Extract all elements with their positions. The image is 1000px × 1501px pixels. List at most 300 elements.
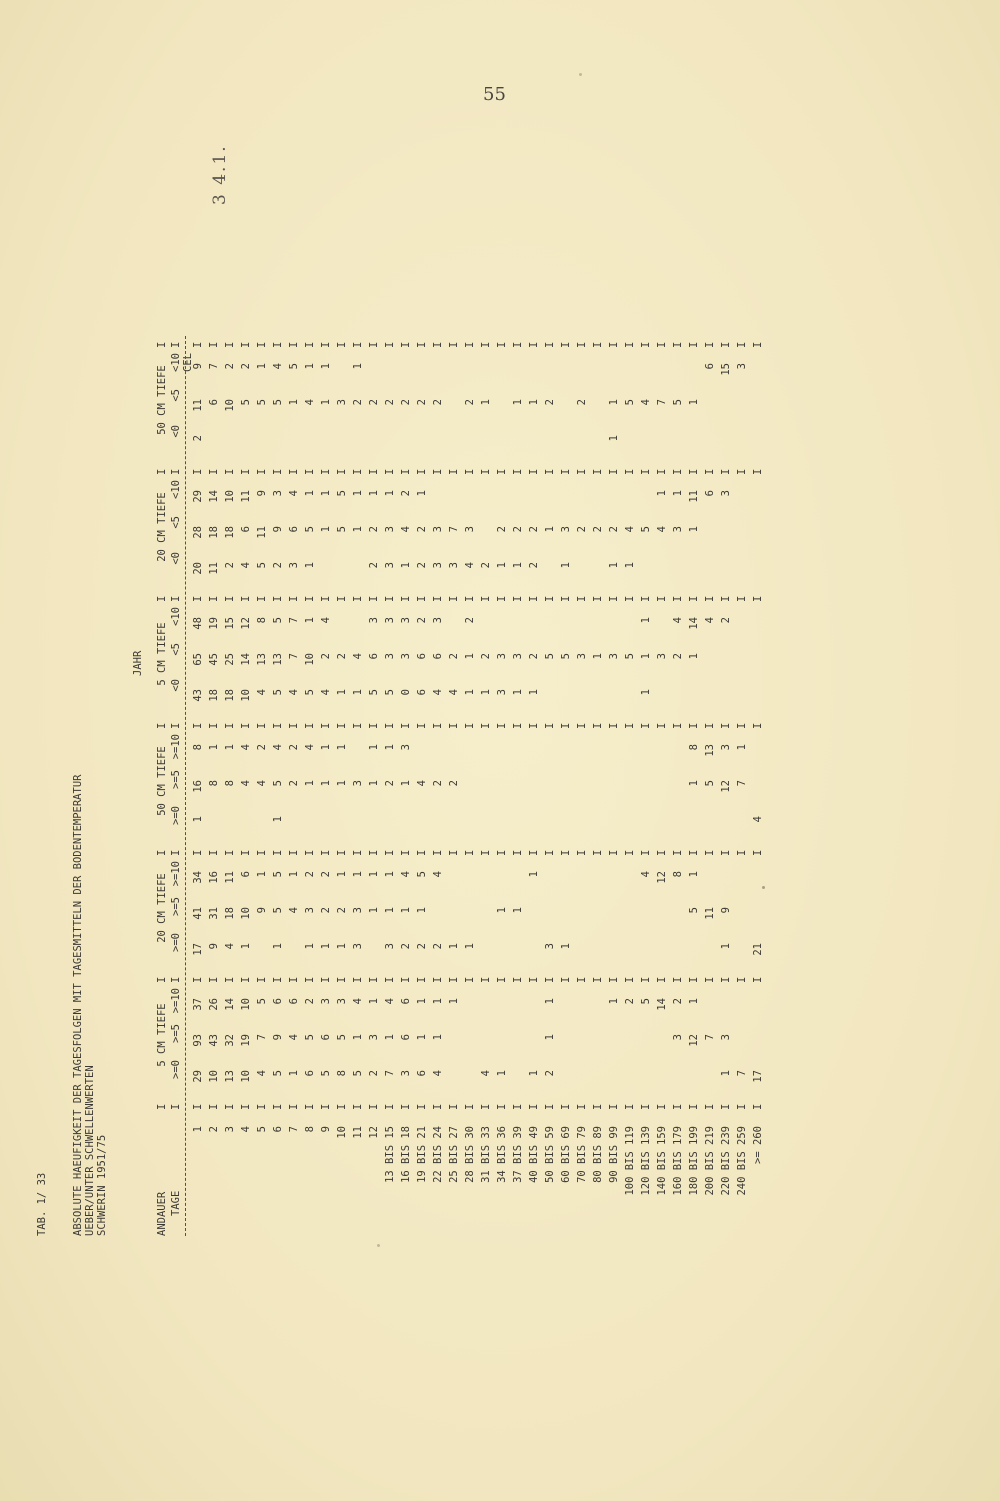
table-cell: 14 xyxy=(656,998,668,1011)
column-separator: I xyxy=(640,849,652,856)
table-cell: 5 xyxy=(640,998,652,1005)
column-separator: I xyxy=(400,468,412,475)
column-separator: I xyxy=(320,1103,332,1110)
table-cell: 3 xyxy=(464,526,476,533)
column-separator: I xyxy=(640,976,652,983)
table-cell: 2 xyxy=(432,943,444,950)
table-cell: 1 xyxy=(368,744,380,751)
column-separator: I xyxy=(384,849,396,856)
column-separator: I xyxy=(544,468,556,475)
column-separator: I xyxy=(224,976,236,983)
table-cell: 6 xyxy=(432,653,444,660)
column-group-label: 5 CM TIEFE xyxy=(156,622,168,686)
table-cell: 10 xyxy=(240,907,252,920)
column-separator: I xyxy=(208,722,220,729)
column-separator: I xyxy=(416,1103,428,1110)
table-cell: 3 xyxy=(400,617,412,624)
table-cell: 31 xyxy=(208,907,220,920)
table-cell: 2 xyxy=(288,744,300,751)
column-separator: I xyxy=(528,341,540,348)
row-tage: 50 BIS 59 xyxy=(544,1126,556,1183)
table-cell: 2 xyxy=(576,526,588,533)
sheet-reference-text: 3 4.1. xyxy=(210,144,230,205)
column-separator: I xyxy=(272,1103,284,1110)
table-cell: 1 xyxy=(592,653,604,660)
column-subheader: >=0 xyxy=(170,933,182,952)
table-cell: 1 xyxy=(320,399,332,406)
table-cell: 13 xyxy=(224,1070,236,1083)
table-cell: 2 xyxy=(544,1070,556,1077)
table-cell: 2 xyxy=(400,399,412,406)
table-cell: 26 xyxy=(208,998,220,1011)
column-separator: I xyxy=(496,468,508,475)
table-cell: 2 xyxy=(224,363,236,370)
table-cell: 3 xyxy=(368,617,380,624)
table-cell: 5 xyxy=(256,998,268,1005)
column-separator: I xyxy=(432,722,444,729)
column-separator: I xyxy=(528,595,540,602)
table-cell: 5 xyxy=(624,399,636,406)
table-cell: 2 xyxy=(368,526,380,533)
column-separator: I xyxy=(608,976,620,983)
table-cell: 2 xyxy=(528,526,540,533)
column-separator: I xyxy=(592,849,604,856)
table-cell: 18 xyxy=(224,526,236,539)
column-separator: I xyxy=(400,341,412,348)
column-separator: I xyxy=(512,849,524,856)
column-separator: I xyxy=(224,468,236,475)
column-separator: I xyxy=(672,341,684,348)
table-cell: 14 xyxy=(688,617,700,630)
table-cell: 3 xyxy=(608,653,620,660)
row-tage: 120 BIS 139 xyxy=(640,1126,652,1196)
column-separator: I xyxy=(288,976,300,983)
column-subheader: <10 CEL xyxy=(170,353,194,372)
column-separator: I xyxy=(320,976,332,983)
table-cell: 1 xyxy=(416,998,428,1005)
table-cell: 1 xyxy=(512,689,524,696)
column-separator: I xyxy=(672,976,684,983)
table-cell: 4 xyxy=(656,526,668,533)
table-cell: 5 xyxy=(336,490,348,497)
column-separator: I xyxy=(544,595,556,602)
column-separator: I xyxy=(608,849,620,856)
table-cell: 6 xyxy=(416,1070,428,1077)
column-separator: I xyxy=(156,468,168,475)
table-cell: 7 xyxy=(288,653,300,660)
table-cell: 6 xyxy=(288,998,300,1005)
column-separator: I xyxy=(592,468,604,475)
column-separator: I xyxy=(288,341,300,348)
table-cell: 18 xyxy=(208,526,220,539)
row-tage: 7 xyxy=(288,1126,300,1133)
column-separator: I xyxy=(752,468,764,475)
table-cell: 3 xyxy=(720,744,732,751)
column-separator: I xyxy=(156,722,168,729)
table-cell: 2 xyxy=(464,617,476,624)
column-separator: I xyxy=(208,468,220,475)
table-cell: 4 xyxy=(256,1070,268,1077)
column-separator: I xyxy=(688,341,700,348)
table-cell: 3 xyxy=(384,943,396,950)
column-separator: I xyxy=(704,468,716,475)
table-cell: 3 xyxy=(288,562,300,569)
column-separator: I xyxy=(384,722,396,729)
table-cell: 4 xyxy=(240,780,252,787)
column-separator: I xyxy=(496,341,508,348)
table-cell: 4 xyxy=(288,907,300,914)
column-separator: I xyxy=(736,1103,748,1110)
table-cell: 5 xyxy=(352,1070,364,1077)
column-separator: I xyxy=(448,341,460,348)
column-separator: I xyxy=(512,1103,524,1110)
table-cell: 1 xyxy=(400,780,412,787)
column-separator: I xyxy=(752,595,764,602)
table-cell: 1 xyxy=(560,943,572,950)
row-tage: 80 BIS 89 xyxy=(592,1126,604,1183)
column-subheader: >=10 xyxy=(170,861,182,887)
table-cell: 9 xyxy=(272,526,284,533)
column-separator: I xyxy=(272,468,284,475)
table-cell: 5 xyxy=(416,871,428,878)
table-cell: 1 xyxy=(640,653,652,660)
column-separator: I xyxy=(256,722,268,729)
table-cell: 5 xyxy=(560,653,572,660)
table-cell: 6 xyxy=(416,653,428,660)
table-cell: 2 xyxy=(368,1070,380,1077)
column-separator: I xyxy=(496,976,508,983)
column-separator: I xyxy=(512,341,524,348)
table-cell: 5 xyxy=(272,617,284,624)
table-cell: 4 xyxy=(640,399,652,406)
table-cell: 3 xyxy=(720,1034,732,1041)
table-cell: 5 xyxy=(272,1070,284,1077)
column-separator: I xyxy=(640,1103,652,1110)
column-group-label: 5 CM TIEFE xyxy=(156,1003,168,1067)
table-cell: 18 xyxy=(224,907,236,920)
table-cell: 4 xyxy=(448,689,460,696)
column-separator: I xyxy=(544,722,556,729)
column-separator: I xyxy=(400,722,412,729)
column-separator: I xyxy=(576,1103,588,1110)
table-cell: 3 xyxy=(336,998,348,1005)
table-cell: 43 xyxy=(208,1034,220,1047)
column-separator: I xyxy=(592,595,604,602)
table-cell: 2 xyxy=(272,562,284,569)
column-separator: I xyxy=(640,468,652,475)
column-separator: I xyxy=(192,341,204,348)
table-cell: 5 xyxy=(624,653,636,660)
column-separator: I xyxy=(256,849,268,856)
column-separator: I xyxy=(304,595,316,602)
table-cell: 14 xyxy=(240,653,252,666)
column-separator: I xyxy=(416,468,428,475)
table-cell: 1 xyxy=(608,435,620,442)
table-cell: 1 xyxy=(288,399,300,406)
column-separator: I xyxy=(320,341,332,348)
column-separator: I xyxy=(640,595,652,602)
row-tage: 70 BIS 79 xyxy=(576,1126,588,1183)
column-separator: I xyxy=(656,595,668,602)
table-cell: 4 xyxy=(288,490,300,497)
column-separator: I xyxy=(240,595,252,602)
table-cell: 1 xyxy=(432,1034,444,1041)
table-cell: 6 xyxy=(400,1034,412,1041)
column-separator: I xyxy=(448,468,460,475)
table-cell: 2 xyxy=(416,943,428,950)
column-separator: I xyxy=(688,976,700,983)
table-cell: 4 xyxy=(464,562,476,569)
table-cell: 1 xyxy=(384,490,396,497)
table-cell: 3 xyxy=(576,653,588,660)
table-cell: 6 xyxy=(240,871,252,878)
table-cell: 4 xyxy=(352,653,364,660)
column-separator: I xyxy=(432,595,444,602)
table-cell: 1 xyxy=(336,871,348,878)
table-cell: 2 xyxy=(528,653,540,660)
table-cell: 5 xyxy=(272,780,284,787)
table-cell: 10 xyxy=(240,689,252,702)
column-separator: I xyxy=(320,595,332,602)
table-cell: 1 xyxy=(368,490,380,497)
column-separator: I xyxy=(170,595,182,602)
row-tage: 9 xyxy=(320,1126,332,1133)
table-cell: 1 xyxy=(304,780,316,787)
column-separator: I xyxy=(416,722,428,729)
title-line-3: SCHWERIN 1951/75 xyxy=(96,1134,108,1236)
column-separator: I xyxy=(672,595,684,602)
column-separator: I xyxy=(368,849,380,856)
table-cell: 43 xyxy=(192,689,204,702)
table-cell: 2 xyxy=(352,399,364,406)
table-cell: 8 xyxy=(336,1070,348,1077)
table-cell: 5 xyxy=(256,399,268,406)
table-cell: 6 xyxy=(304,1070,316,1077)
column-separator: I xyxy=(576,849,588,856)
table-cell: 2 xyxy=(240,363,252,370)
table-cell: 2 xyxy=(496,526,508,533)
table-cell: 1 xyxy=(336,744,348,751)
table-cell: 2 xyxy=(416,562,428,569)
column-separator: I xyxy=(560,595,572,602)
table-cell: 1 xyxy=(464,943,476,950)
column-separator: I xyxy=(720,722,732,729)
column-separator: I xyxy=(656,1103,668,1110)
column-separator: I xyxy=(688,722,700,729)
table-cell: 15 xyxy=(224,617,236,630)
column-separator: I xyxy=(608,341,620,348)
table-cell: 3 xyxy=(336,399,348,406)
header-rule xyxy=(185,336,186,1236)
page-number: 55 xyxy=(483,84,506,105)
column-separator: I xyxy=(240,722,252,729)
column-separator: I xyxy=(464,341,476,348)
column-separator: I xyxy=(480,468,492,475)
table-cell: 4 xyxy=(320,689,332,696)
table-cell: 5 xyxy=(320,1070,332,1077)
table-cell: 7 xyxy=(656,399,668,406)
column-separator: I xyxy=(368,722,380,729)
column-separator: I xyxy=(608,722,620,729)
table-cell: 1 xyxy=(464,653,476,660)
table-cell: 1 xyxy=(512,399,524,406)
column-separator: I xyxy=(624,976,636,983)
column-separator: I xyxy=(496,1103,508,1110)
table-cell: 4 xyxy=(432,1070,444,1077)
table-cell: 10 xyxy=(304,653,316,666)
table-cell: 4 xyxy=(240,562,252,569)
column-separator: I xyxy=(432,468,444,475)
table-cell: 1 xyxy=(480,689,492,696)
table-cell: 1 xyxy=(368,780,380,787)
column-separator: I xyxy=(688,595,700,602)
table-cell: 7 xyxy=(448,526,460,533)
column-separator: I xyxy=(272,849,284,856)
table-cell: 9 xyxy=(272,1034,284,1041)
column-separator: I xyxy=(400,849,412,856)
table-cell: 1 xyxy=(320,526,332,533)
table-cell: 15 xyxy=(720,363,732,376)
table-cell: 4 xyxy=(272,744,284,751)
table-cell: 4 xyxy=(624,526,636,533)
column-subheader: <0 xyxy=(170,679,182,692)
table-cell: 4 xyxy=(432,871,444,878)
table-cell: 1 xyxy=(272,816,284,823)
table-cell: 3 xyxy=(736,363,748,370)
table-cell: 7 xyxy=(256,1034,268,1041)
column-separator: I xyxy=(256,1103,268,1110)
row-tage: 90 BIS 99 xyxy=(608,1126,620,1183)
table-cell: 5 xyxy=(336,1034,348,1041)
table-cell: 6 xyxy=(416,689,428,696)
column-separator: I xyxy=(448,1103,460,1110)
table-cell: 1 xyxy=(448,998,460,1005)
column-separator: I xyxy=(208,849,220,856)
table-cell: 5 xyxy=(272,871,284,878)
column-separator: I xyxy=(192,722,204,729)
table-cell: 11 xyxy=(256,526,268,539)
table-cell: 3 xyxy=(352,780,364,787)
table-cell: 4 xyxy=(480,1070,492,1077)
table-cell: 2 xyxy=(480,562,492,569)
column-separator: I xyxy=(156,849,168,856)
table-cell: 14 xyxy=(208,490,220,503)
paper-speck xyxy=(579,73,582,76)
table-cell: 4 xyxy=(400,526,412,533)
table-cell: 1 xyxy=(496,907,508,914)
row-tage: >= 260 xyxy=(752,1126,764,1164)
column-separator: I xyxy=(640,722,652,729)
table-cell: 11 xyxy=(688,490,700,503)
column-separator: I xyxy=(656,849,668,856)
column-separator: I xyxy=(192,468,204,475)
table-cell: 4 xyxy=(304,744,316,751)
table-cell: 1 xyxy=(688,526,700,533)
table-cell: 11 xyxy=(240,490,252,503)
column-separator: I xyxy=(672,468,684,475)
table-cell: 3 xyxy=(656,653,668,660)
table-cell: 1 xyxy=(688,780,700,787)
column-separator: I xyxy=(304,1103,316,1110)
column-separator: I xyxy=(368,468,380,475)
column-separator: I xyxy=(624,468,636,475)
table-cell: 16 xyxy=(192,780,204,793)
column-separator: I xyxy=(704,976,716,983)
table-cell: 1 xyxy=(352,363,364,370)
table-cell: 6 xyxy=(320,1034,332,1041)
table-cell: 1 xyxy=(528,871,540,878)
column-separator: I xyxy=(496,849,508,856)
table-cell: 2 xyxy=(480,653,492,660)
table-cell: 2 xyxy=(720,617,732,624)
table-cell: 2 xyxy=(320,653,332,660)
column-separator: I xyxy=(736,722,748,729)
column-separator: I xyxy=(464,849,476,856)
table-cell: 2 xyxy=(432,399,444,406)
column-separator: I xyxy=(480,1103,492,1110)
row-tage: 5 xyxy=(256,1126,268,1133)
column-separator: I xyxy=(352,849,364,856)
table-cell: 1 xyxy=(272,943,284,950)
column-separator: I xyxy=(608,1103,620,1110)
column-separator: I xyxy=(576,595,588,602)
paper-speck xyxy=(377,1244,380,1247)
table-cell: 3 xyxy=(320,998,332,1005)
row-tage: 37 BIS 39 xyxy=(512,1126,524,1183)
column-separator: I xyxy=(512,722,524,729)
table-cell: 3 xyxy=(672,526,684,533)
column-separator: I xyxy=(156,341,168,348)
column-separator: I xyxy=(560,722,572,729)
table-cell: 9 xyxy=(256,907,268,914)
column-separator: I xyxy=(464,1103,476,1110)
table-cell: 4 xyxy=(752,816,764,823)
column-separator: I xyxy=(288,595,300,602)
column-separator: I xyxy=(544,1103,556,1110)
table-cell: 2 xyxy=(592,526,604,533)
column-separator: I xyxy=(688,468,700,475)
table-cell: 1 xyxy=(640,617,652,624)
table-cell: 1 xyxy=(608,399,620,406)
column-separator: I xyxy=(528,849,540,856)
table-cell: 32 xyxy=(224,1034,236,1047)
table-cell: 3 xyxy=(400,744,412,751)
column-separator: I xyxy=(156,1103,168,1110)
table-cell: 3 xyxy=(400,653,412,660)
table-cell: 3 xyxy=(432,562,444,569)
column-separator: I xyxy=(368,341,380,348)
table-cell: 2 xyxy=(432,780,444,787)
table-cell: 1 xyxy=(480,399,492,406)
column-subheader: >=5 xyxy=(170,770,182,789)
table-cell: 1 xyxy=(512,562,524,569)
column-separator: I xyxy=(512,976,524,983)
table-cell: 5 xyxy=(384,689,396,696)
row-tage: 34 BIS 36 xyxy=(496,1126,508,1183)
column-separator: I xyxy=(224,722,236,729)
column-separator: I xyxy=(560,849,572,856)
table-cell: 3 xyxy=(352,907,364,914)
table-cell: 5 xyxy=(304,689,316,696)
column-separator: I xyxy=(384,341,396,348)
column-separator: I xyxy=(640,341,652,348)
column-separator: I xyxy=(416,849,428,856)
column-separator: I xyxy=(576,341,588,348)
column-separator: I xyxy=(480,976,492,983)
column-separator: I xyxy=(336,722,348,729)
column-separator: I xyxy=(496,722,508,729)
row-tage: 1 xyxy=(192,1126,204,1133)
